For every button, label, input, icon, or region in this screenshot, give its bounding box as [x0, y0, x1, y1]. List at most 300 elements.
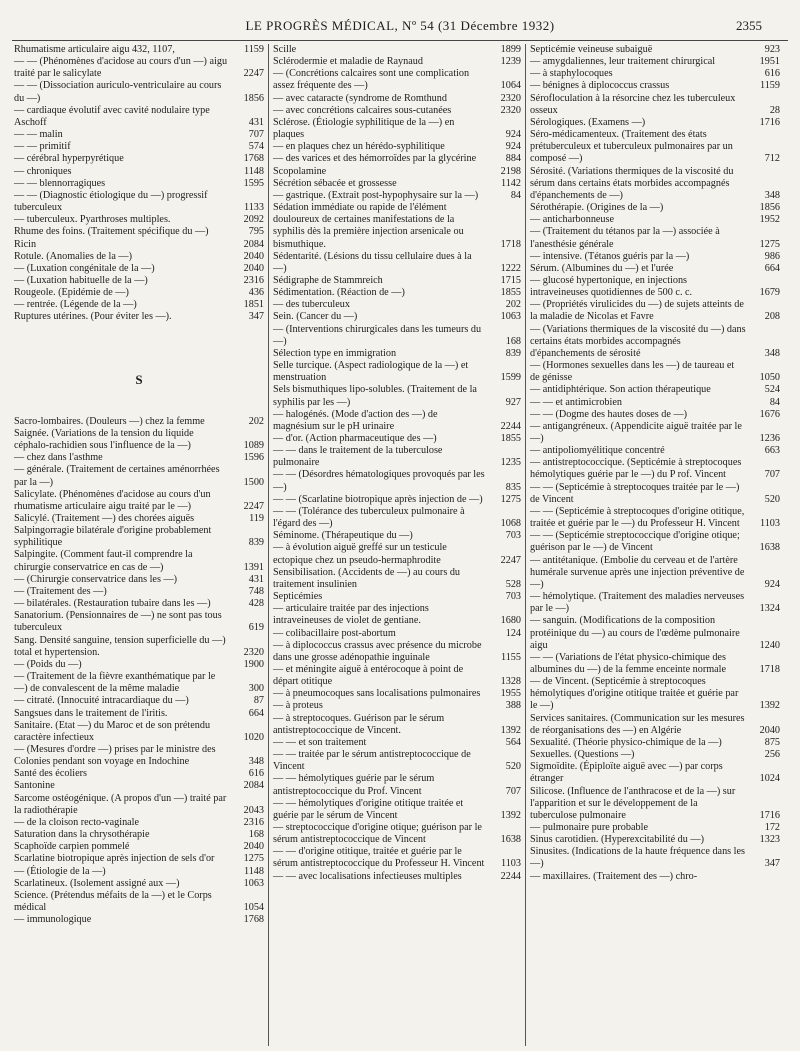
- index-entry: [530, 761, 780, 785]
- entry-page: 1718: [759, 663, 780, 675]
- index-entry: [273, 591, 521, 603]
- entry-page: 2040: [759, 724, 780, 736]
- index-entry: [273, 688, 521, 700]
- entry-text: — (Poids du —): [14, 658, 82, 670]
- entry-page: 1103: [501, 858, 521, 870]
- index-entry: [530, 166, 780, 202]
- index-entry: [14, 671, 264, 695]
- entry-text: Scarlatineux. (Isolement assigné aux —): [14, 877, 180, 889]
- entry-text: Sanatorium. (Pensionnaires de —) ne sont pas tous tuberculeux: [14, 610, 222, 634]
- entry-text: Salicylate. (Phénomènes d'acidose au cours d'un rhumatisme articulaire aigu traité par le —): [14, 488, 211, 512]
- index-entry: [273, 324, 521, 348]
- entry-page: 927: [505, 396, 521, 408]
- entry-page: 1856: [243, 92, 264, 104]
- index-entry: [273, 871, 521, 883]
- index-entry: [14, 105, 264, 129]
- entry-page: 1900: [243, 658, 264, 670]
- index-entry: [14, 635, 264, 659]
- entry-text: — (Mesures d'ordre —) prises par le ministre des Colonies pendant son voyage en Indochine: [14, 743, 216, 768]
- entry-text: Sang. Densité sanguine, tension superficielle du —) total et hypertension.: [14, 634, 226, 658]
- entry-text: Saturation dans la chrysothérapie: [14, 829, 150, 841]
- index-entry: [14, 598, 264, 610]
- index-entry: [14, 311, 264, 323]
- entry-text: — — (Tolérance des tuberculeux pulmonaire à l'égard des —): [273, 505, 465, 530]
- index-entry: [530, 226, 780, 250]
- entry-page: 923: [764, 44, 780, 55]
- entry-page: 1133: [244, 202, 264, 214]
- entry-text: — — (Désordres hématologiques provoqués par les —): [273, 469, 485, 493]
- index-entry: [530, 591, 780, 615]
- index-entry: [14, 428, 264, 452]
- entry-text: Sinusites. (Indications de la haute fréquence dans les —): [530, 846, 746, 870]
- index-entry: [273, 190, 521, 202]
- entry-page: 574: [248, 141, 264, 153]
- entry-page: 1768: [243, 914, 264, 926]
- entry-text: Saignée. (Variations de la tension du liquide céphalo-rachidien sous l'influence de la —): [14, 427, 194, 452]
- entry-page: 1236: [759, 433, 780, 444]
- entry-text: — à diplococcus crassus avec présence du microbe dans une grosse adénopathie inguinale: [273, 639, 482, 663]
- entry-page: 431: [248, 116, 264, 128]
- entry-page: 524: [764, 384, 780, 396]
- entry-page: 707: [505, 785, 521, 797]
- entry-page: 712: [764, 153, 780, 165]
- index-entry: [530, 93, 780, 117]
- index-entry: [14, 263, 264, 275]
- index-entry: [14, 793, 264, 817]
- index-entry: [14, 914, 264, 926]
- entry-text: Sérofloculation à la résorcine chez les tuberculeux osseux: [530, 92, 736, 116]
- entry-page: 1020: [243, 731, 264, 743]
- entry-text: — en plaques chez un hérédo-syphilitique: [273, 141, 445, 153]
- entry-text: — citraté. (Innocuité intracardiaque du —): [14, 695, 189, 707]
- index-entry: [14, 489, 264, 513]
- index-entry: [530, 555, 780, 591]
- entry-text: Ruptures utérines. (Pour éviter les —).: [14, 311, 172, 323]
- entry-page: 2247: [243, 68, 264, 80]
- entry-text: Rotule. (Anomalies de la —): [14, 250, 132, 262]
- index-entry: [273, 628, 521, 640]
- index-entry: [14, 525, 264, 549]
- entry-text: — des varices et des hémorroïdes par la glycérine: [273, 153, 477, 165]
- index-entry: [14, 829, 264, 841]
- entry-page: 347: [764, 858, 780, 870]
- index-entry: [530, 445, 780, 457]
- entry-text: — de la cloison recto-vaginale: [14, 816, 140, 828]
- entry-page: 348: [764, 189, 780, 201]
- index-entry: [273, 822, 521, 846]
- index-entry: [530, 786, 780, 822]
- entry-text: Salpingorragie bilatérale d'origine probablement syphilitique: [14, 525, 212, 549]
- entry-text: — — (Septicémie à streptocoques d'origine otitique, traitée et guérie par le —) du Professeur H. Vincent: [530, 505, 745, 530]
- entry-page: 256: [764, 749, 780, 761]
- index-entry: [273, 713, 521, 737]
- entry-text: Salpingite. (Comment faut-il comprendre la chirurgie conservatrice en cas de —): [14, 549, 193, 573]
- index-entry: [530, 202, 780, 214]
- entry-text: Sédentarité. (Lésions du tissu cellulaire dues à la —): [273, 250, 472, 274]
- entry-page: 1235: [500, 457, 521, 469]
- entry-text: — (Hormones sexuelles dans les —) de taureau et de génisse: [530, 360, 735, 384]
- entry-page: 1392: [759, 700, 780, 712]
- entry-page: 875: [764, 736, 780, 748]
- entry-page: 124: [505, 627, 521, 639]
- index-entry: [273, 287, 521, 299]
- entry-page: 1599: [500, 372, 521, 384]
- entry-text: — hémolytique. (Traitement des maladies nerveuses par le —): [530, 591, 745, 615]
- entry-page: 428: [248, 598, 264, 610]
- entry-page: 1064: [500, 80, 521, 92]
- index-entry: [530, 56, 780, 68]
- entry-text: — chez dans l'asthme: [14, 452, 103, 464]
- index-entry: [530, 44, 780, 56]
- entry-text: — de Vincent. (Septicémie à streptocoques hémolytiques d'origine otitique traitée et guérie par le —): [530, 676, 739, 712]
- entry-page: 1239: [500, 56, 521, 68]
- entry-page: 520: [505, 761, 521, 773]
- index-entry: [530, 68, 780, 80]
- entry-text: — cérébral hyperpyrétique: [14, 153, 124, 165]
- page-number: 2355: [736, 18, 762, 33]
- index-entry: [530, 615, 780, 651]
- index-entry: [530, 457, 780, 481]
- entry-page: 1089: [243, 440, 264, 452]
- entry-text: — cardiaque évolutif avec cavité nodulaire type Aschoff: [14, 104, 210, 128]
- entry-text: Séminome. (Thérapeutique du —): [273, 530, 413, 542]
- entry-page: 924: [505, 129, 521, 141]
- entry-page: 616: [248, 768, 264, 780]
- entry-text: — streptococcique d'origine otique; guérison par le sérum antistreptococcique de Vincent: [273, 822, 482, 846]
- index-entry: [530, 384, 780, 396]
- entry-page: 1275: [243, 853, 264, 865]
- entry-text: — anticharbonneuse: [530, 214, 615, 226]
- index-entry: [530, 822, 780, 834]
- index-entry: [273, 773, 521, 797]
- entry-page: 1323: [759, 834, 780, 846]
- index-entry: [273, 700, 521, 712]
- entry-text: — (Propriétés virulicides du —) de sujets atteints de la maladie de Nicolas et Favre: [530, 299, 744, 323]
- entry-text: — à pneumocoques sans localisations pulmonaires: [273, 688, 481, 700]
- entry-text: — antitétanique. (Embolie du cerveau et de l'artère humérale survenue après une injection préventive de —): [530, 554, 745, 590]
- entry-text: Sédigraphe de Stammreich: [273, 274, 383, 286]
- entry-page: 1054: [243, 902, 264, 913]
- index-entry: [273, 384, 521, 408]
- index-entry: [14, 744, 264, 768]
- entry-page: 664: [248, 707, 264, 719]
- header-rule: [12, 40, 788, 41]
- index-entry: [14, 129, 264, 141]
- entries-s-left: [14, 416, 264, 927]
- entry-text: Sensibilisation. (Accidents de —) au cours du traitement insulinien: [273, 566, 461, 590]
- index-entry: [273, 360, 521, 384]
- entry-text: Séro-médicamenteux. (Traitement des états prétuberculeux et tuberculeux pulmonaires par un composé —): [530, 129, 733, 165]
- entry-page: 748: [248, 585, 264, 597]
- entry-text: Sédation immédiate ou rapide de l'élément douloureux de certaines manifestations de la syphilis dès la première injection arsenicale ou bismuthique.: [273, 202, 464, 250]
- index-columns: [10, 44, 790, 1046]
- entry-page: 884: [505, 153, 521, 165]
- entry-text: — pulmonaire pure probable: [530, 822, 648, 833]
- index-entry: [14, 866, 264, 878]
- index-entry: [14, 574, 264, 586]
- entry-page: 1679: [759, 287, 780, 299]
- entry-text: Scopolamine: [273, 165, 327, 177]
- entry-page: 1716: [759, 809, 780, 821]
- index-entry: [14, 780, 264, 792]
- index-entry: [14, 464, 264, 488]
- entry-text: Sels bismuthiques lipo-solubles. (Traitement de la syphilis par les —): [273, 384, 477, 408]
- entry-text: Sclérose. (Étiologie syphilitique de la —) en plaques: [273, 116, 455, 141]
- index-entry: [14, 695, 264, 707]
- entry-page: 1391: [243, 561, 264, 573]
- entry-page: 1148: [244, 165, 264, 177]
- entry-text: — maxillaires. (Traitement des —) chro-: [530, 870, 698, 882]
- index-entry: [273, 567, 521, 591]
- index-entry: [273, 640, 521, 664]
- entry-page: 703: [505, 591, 521, 603]
- entry-page: 1855: [500, 287, 521, 299]
- entry-text: — avec concrétions calcaires sous-cutanées: [273, 104, 452, 116]
- entry-text: — antipoliomyélitique concentré: [530, 445, 665, 457]
- entry-page: 707: [764, 469, 780, 481]
- entry-page: 1392: [500, 809, 521, 821]
- entry-text: Scaphoïde carpien pommelé: [14, 841, 130, 853]
- entries-r: [14, 44, 264, 324]
- index-entry: [14, 178, 264, 190]
- index-entry: [14, 251, 264, 263]
- index-entry: [273, 846, 521, 870]
- entry-text: Sein. (Cancer du —): [273, 311, 358, 323]
- entry-text: — amygdaliennes, leur traitement chirurgical: [530, 56, 716, 68]
- entry-text: — — (Phénomènes d'acidose au cours d'un —) aigu traité par le salicylate: [14, 56, 228, 80]
- entry-text: Sacro-lombaires. (Douleurs —) chez la femme: [14, 415, 205, 427]
- entry-text: — — dans le traitement de la tuberculose pulmonaire: [273, 445, 443, 469]
- index-entry: [14, 80, 264, 104]
- entry-page: 1851: [243, 299, 264, 311]
- entry-page: 2316: [243, 816, 264, 828]
- entry-text: Sclérodermie et maladie de Raynaud: [273, 56, 423, 68]
- entry-page: 2092: [243, 214, 264, 226]
- index-entry: [273, 56, 521, 68]
- entry-text: — — traitée par le sérum antistreptococcique de Vincent: [273, 749, 471, 773]
- entry-page: 1715: [500, 274, 521, 286]
- entry-page: 1595: [243, 177, 264, 189]
- entry-page: 87: [253, 695, 264, 707]
- entry-text: — (Étiologie de la —): [14, 865, 106, 877]
- entry-page: 1638: [500, 834, 521, 846]
- index-entry: [273, 311, 521, 323]
- entry-page: 388: [505, 700, 521, 712]
- index-entry: [14, 141, 264, 153]
- index-entry: [14, 708, 264, 720]
- entry-text: — — malin: [14, 129, 63, 141]
- index-entry: [273, 433, 521, 445]
- entry-page: 835: [505, 481, 521, 493]
- index-entry: [273, 348, 521, 360]
- index-entry: [273, 409, 521, 433]
- entry-text: — antistreptococcique. (Septicémie à streptocoques hémolytiques guérie par le —) du P rof. Vincent: [530, 457, 742, 481]
- index-entry: [530, 482, 780, 506]
- index-entry: [14, 226, 264, 238]
- index-entry: [14, 549, 264, 573]
- index-entry: [530, 409, 780, 421]
- index-entry: [14, 166, 264, 178]
- index-entry: [273, 153, 521, 165]
- entry-page: 528: [505, 578, 521, 590]
- entry-page: 1024: [759, 773, 780, 785]
- entry-text: — — (Dogme des hautes doses de —): [530, 408, 688, 420]
- entry-text: — — blennorragiques: [14, 177, 106, 189]
- index-entry: [273, 141, 521, 153]
- index-entry: [273, 202, 521, 251]
- index-entry: [273, 166, 521, 178]
- entry-page: 168: [248, 829, 264, 841]
- entry-text: Sérologiques. (Examens —): [530, 116, 646, 128]
- entry-text: Sédimentation. (Réaction de —): [273, 287, 405, 299]
- entry-page: 1142: [501, 177, 521, 189]
- entry-page: 2247: [243, 500, 264, 512]
- entry-page: 2320: [500, 92, 521, 104]
- entry-page: 84: [510, 189, 521, 201]
- entry-text: Sangsues dans le traitement de l'iritis.: [14, 707, 168, 719]
- column-right: [526, 44, 784, 1046]
- entry-page: 347: [248, 311, 264, 323]
- entry-text: — sanguin. (Modifications de la composition protéinique du —) au cours de l'œdème pulmonaire aigu: [530, 615, 740, 651]
- entry-text: — bénignes à diplococcus crassus: [530, 80, 670, 92]
- entry-page: 1050: [759, 372, 780, 384]
- entry-text: — — (Septicémie à streptocoques traitée par le —) de Vincent: [530, 481, 740, 505]
- index-entry: [530, 676, 780, 712]
- entry-text: — — primitif: [14, 141, 71, 153]
- index-entry: [530, 737, 780, 749]
- entry-page: 795: [248, 226, 264, 238]
- entry-text: — — d'origine otitique, traitée et guérie par le sérum antistreptococcique du Professeur H. Vincent: [273, 846, 485, 870]
- entry-page: 1159: [760, 80, 780, 92]
- entry-page: 1638: [759, 542, 780, 554]
- entry-text: — — (Diagnostic étiologique du —) progressif tuberculeux: [14, 189, 208, 214]
- entry-text: Sécrétion sébacée et grossesse: [273, 177, 397, 189]
- index-entry: [14, 239, 264, 251]
- index-entry: [530, 251, 780, 263]
- entry-text: — intensive. (Tétanos guéris par la —): [530, 250, 690, 262]
- entry-text: Sigmoïdite. (Épiploïte aiguë avec —) par corps étranger: [530, 761, 723, 785]
- entry-page: 1148: [244, 865, 264, 877]
- index-entry: [14, 513, 264, 525]
- page-header: [10, 10, 790, 42]
- entry-text: — halogénés. (Mode d'action des —) de magnésium sur le pH urinaire: [273, 408, 438, 432]
- entry-text: — (Concrétions calcaires sont une complication assez fréquente des —): [273, 68, 470, 92]
- entry-page: 1068: [500, 518, 521, 530]
- entry-page: 202: [248, 415, 264, 427]
- entry-text: Sarcome ostéogénique. (A propos d'un —) traité par la radiothérapie: [14, 792, 227, 816]
- index-entry: [273, 251, 521, 275]
- entry-text: — (Luxation habituelle de la —): [14, 274, 148, 286]
- entry-page: 1856: [759, 202, 780, 214]
- entry-page: 1899: [500, 44, 521, 55]
- entry-page: 1716: [759, 116, 780, 128]
- entry-text: — (Traitement des —): [14, 585, 107, 597]
- column-left: [10, 44, 268, 1046]
- index-entry: [530, 846, 780, 870]
- index-entry: [273, 445, 521, 469]
- entry-text: — des tuberculeux: [273, 299, 350, 311]
- entry-text: — d'or. (Action pharmaceutique des —): [273, 433, 437, 444]
- index-entry: [14, 153, 264, 165]
- entry-text: — avec cataracte (syndrome de Romthund: [273, 92, 447, 104]
- index-entry: [273, 469, 521, 493]
- index-entry: [14, 890, 264, 914]
- entry-text: Science. (Prétendus méfaits de la —) et le Corps médical: [14, 889, 212, 913]
- index-entry: [530, 652, 780, 676]
- index-entry: [14, 287, 264, 299]
- entry-page: 348: [248, 756, 264, 768]
- entry-text: — à proteus: [273, 700, 323, 712]
- entry-page: 2040: [243, 262, 264, 274]
- entry-text: Rhume des foins. (Traitement spécifique du —): [14, 226, 209, 238]
- index-entry: [530, 117, 780, 129]
- entry-page: 28: [769, 104, 780, 116]
- index-entry: [14, 416, 264, 428]
- index-entry: [530, 275, 780, 299]
- entry-page: 1222: [500, 262, 521, 274]
- journal-title: LE PROGRÈS MÉDICAL, Nº 54 (31 Décembre 1932): [245, 18, 555, 33]
- entry-text: — générale. (Traitement de certaines aménorrhées par la —): [14, 464, 220, 488]
- entry-text: Septicémies: [273, 591, 323, 603]
- index-entry: [273, 494, 521, 506]
- entry-text: Salicylé. (Traitement —) des chorées aiguës: [14, 513, 195, 524]
- entry-text: — — (Scarlatine biotropique après injection de —): [273, 493, 483, 505]
- index-entry: [14, 44, 264, 56]
- index-entry: [273, 542, 521, 566]
- index-entry: [14, 190, 264, 214]
- entry-text: — immunologique: [14, 914, 92, 926]
- entry-page: 1951: [759, 56, 780, 68]
- index-entry: [530, 263, 780, 275]
- entry-text: Services sanitaires. (Communication sur les mesures de réorganisations des —) en Algérie: [530, 712, 745, 736]
- entry-page: 520: [764, 493, 780, 505]
- entry-page: 619: [248, 622, 264, 634]
- entry-text: — rentrée. (Légende de la —): [14, 299, 137, 311]
- index-entry: [530, 421, 780, 445]
- entry-text: — (Traitement du tétanos par la —) associée à l'anesthésie générale: [530, 226, 720, 250]
- entry-text: — (Variations thermiques de la viscosité du —) dans certains états morbides accompagnés d'épanchements de sérosité: [530, 323, 746, 359]
- entry-page: 1155: [501, 651, 521, 663]
- entry-text: Sérothérapie. (Origines de la —): [530, 202, 664, 214]
- entry-page: 1500: [243, 476, 264, 488]
- index-entry: [273, 664, 521, 688]
- index-entry: [14, 275, 264, 287]
- entries-s-middle: [273, 44, 521, 883]
- index-entry: [14, 299, 264, 311]
- index-entry: [273, 117, 521, 141]
- entry-page: 924: [764, 578, 780, 590]
- entry-page: 1680: [500, 615, 521, 627]
- index-entry: [530, 129, 780, 165]
- index-entry: [14, 610, 264, 634]
- index-entry: [530, 299, 780, 323]
- entry-page: 2320: [243, 646, 264, 658]
- entry-text: — — hémolytiques guérie par le sérum antistreptococcique du Prof. Vincent: [273, 773, 435, 797]
- entry-text: Santé des écoliers: [14, 768, 87, 780]
- entry-text: Rougeole. (Epidémie de —): [14, 287, 129, 299]
- entry-page: 1328: [500, 676, 521, 688]
- entry-page: 1676: [759, 408, 780, 420]
- entry-page: 616: [764, 68, 780, 80]
- index-entry: [273, 178, 521, 190]
- entry-page: 1275: [759, 238, 780, 250]
- entry-text: Sérum. (Albumines du —) et l'urée: [530, 262, 674, 274]
- entry-page: 1240: [759, 639, 780, 651]
- entry-page: 2316: [243, 274, 264, 286]
- entry-page: 2198: [500, 165, 521, 177]
- entry-text: — (Luxation congénitale de la —): [14, 262, 155, 274]
- entry-page: 300: [248, 683, 264, 695]
